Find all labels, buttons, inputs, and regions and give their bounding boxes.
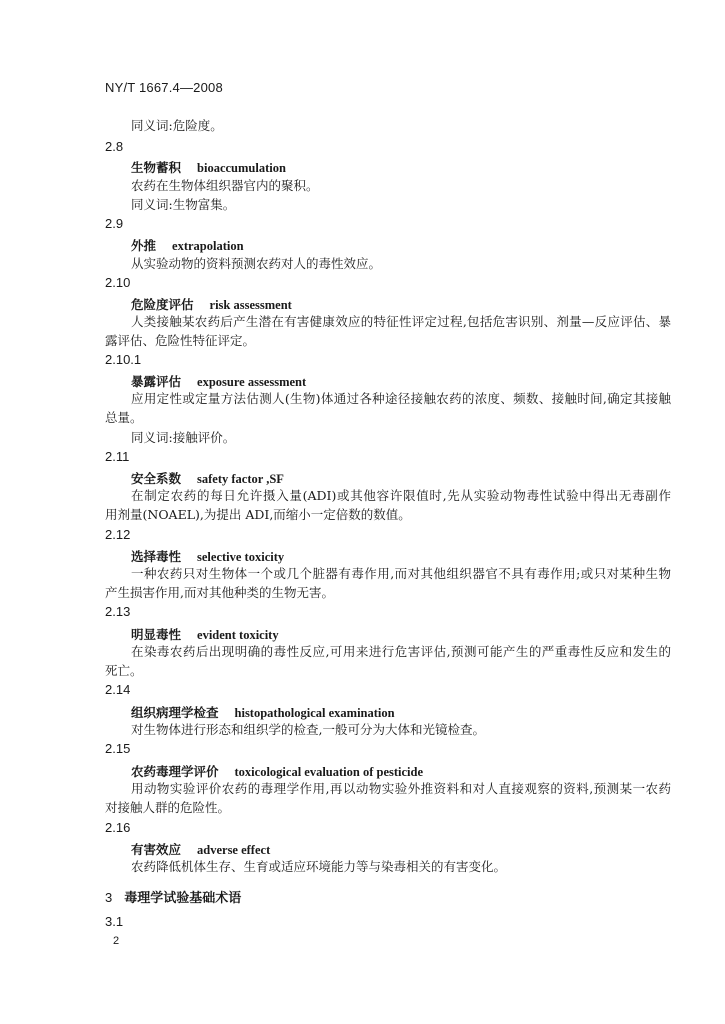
entry-text: 同义词:接触评价。 [131, 430, 236, 445]
term-en: evident toxicity [197, 628, 279, 642]
entry-text: 从实验动物的资料预测农药对人的毒性效应。 [131, 256, 382, 271]
entry-number: 2.14 [105, 682, 131, 697]
term-zh: 有害效应 [131, 842, 182, 857]
entry-term [131, 469, 284, 487]
entry-number: 3.1 [105, 914, 124, 929]
entry-term [131, 762, 423, 780]
term-en: selective toxicity [197, 550, 285, 564]
term-en: adverse effect [197, 843, 271, 857]
term-zh: 明显毒性 [131, 627, 182, 642]
entry-text: 农药在生物体组织器官内的聚积。 [131, 178, 319, 193]
section-title: 毒理学试验基础术语 [124, 891, 242, 906]
term-zh: 外推 [131, 238, 157, 253]
term-en: extrapolation [172, 239, 244, 253]
entry-term [131, 703, 395, 721]
entry-term [131, 547, 284, 565]
term-zh: 组织病理学检查 [131, 705, 219, 720]
entry-text: 死亡。 [105, 663, 143, 678]
standard-header: NY/T 1667.4—2008 [105, 80, 223, 95]
term-zh: 农药毒理学评价 [131, 764, 219, 779]
section-number: 3 [105, 890, 113, 905]
entry-text: 人类接触某农药后产生潜在有害健康效应的特征性评定过程,包括危害识别、剂量—反应评估、暴 [131, 314, 671, 329]
entry-number: 2.10 [105, 275, 131, 290]
term-zh: 选择毒性 [131, 549, 182, 564]
entry-number: 2.8 [105, 139, 124, 154]
entry-text: 在染毒农药后出现明确的毒性反应,可用来进行危害评估,预测可能产生的严重毒性反应和发生的 [131, 644, 671, 659]
entry-term [131, 295, 292, 313]
entry-number: 2.9 [105, 216, 124, 231]
entry-number: 2.16 [105, 820, 131, 835]
entry-number: 2.10.1 [105, 352, 142, 367]
term-zh: 暴露评估 [131, 374, 182, 389]
term-en: risk assessment [209, 298, 292, 312]
entry-term [131, 625, 279, 643]
entry-text: 用动物实验评价农药的毒理学作用,再以动物实验外推资料和对人直接观察的资料,预测某一农药 [131, 781, 671, 796]
entry-text: 产生损害作用,而对其他种类的生物无害。 [105, 585, 334, 600]
entry-term [131, 372, 306, 390]
term-zh: 安全系数 [131, 471, 182, 486]
entry-text: 在制定农药的每日允许摄入量(ADI)或其他容许限值时,先从实验动物毒性试验中得出无毒副作 [131, 488, 671, 503]
entry-number: 2.15 [105, 741, 131, 756]
term-zh: 生物蓄积 [131, 160, 182, 175]
term-zh: 危险度评估 [131, 297, 194, 312]
section-heading [105, 887, 241, 906]
entry-text: 对生物体进行形态和组织学的检查,一般可分为大体和光镜检查。 [131, 722, 485, 737]
term-en: safety factor ,SF [197, 472, 284, 486]
entry-text: 对接触人群的危险性。 [105, 800, 231, 815]
entry-number: 2.12 [105, 527, 131, 542]
entry-text: 应用定性或定量方法估测人(生物)体通过各种途径接触农药的浓度、频数、接触时间,确定其接触 [131, 391, 671, 406]
entry-number: 2.13 [105, 604, 131, 619]
entry-text: 露评估、危险性特征评定。 [105, 333, 256, 348]
entry-text: 同义词:生物富集。 [131, 197, 236, 212]
entry-text: 一种农药只对生物体一个或几个脏器有毒作用,而对其他组织器官不具有毒作用;或只对某种生物 [131, 566, 671, 581]
entry-text: 农药降低机体生存、生育或适应环境能力等与染毒相关的有害变化。 [131, 859, 507, 874]
entry-term [131, 840, 270, 858]
term-en: exposure assessment [197, 375, 307, 389]
entry-text: 总量。 [105, 410, 143, 425]
term-en: bioaccumulation [197, 161, 286, 175]
term-en: toxicological evaluation of pesticide [234, 765, 424, 779]
entry-term [131, 158, 286, 176]
term-en: histopathological examination [234, 706, 395, 720]
entry-number: 2.11 [105, 449, 130, 464]
intro-synonym: 同义词:危险度。 [131, 118, 223, 133]
entry-term [131, 236, 244, 254]
page-number: 2 [113, 935, 120, 947]
entry-text: 用剂量(NOAEL),为提出 ADI,而缩小一定倍数的数值。 [105, 507, 411, 522]
